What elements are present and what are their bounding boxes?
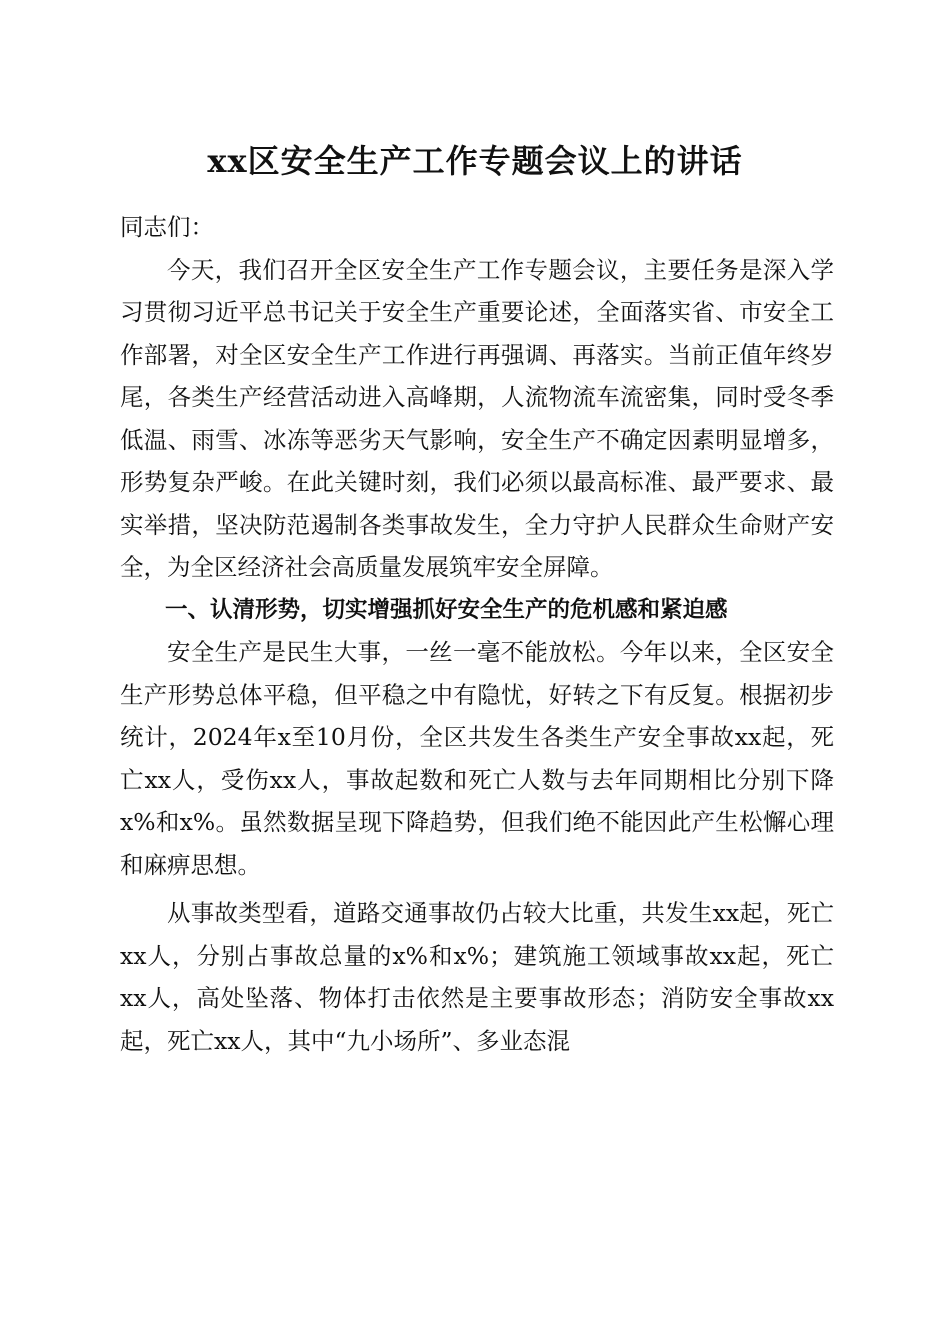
- section-paragraph: 从事故类型看，道路交通事故仍占较大比重，共发生xx起，死亡xx人，分别占事故总量的x%和x%；建筑施工领域事故xx起，死亡xx人，高处坠落、物体打击依然是主要事故形态；消防安全事故xx起，死亡xx人，其中“九小场所”、多业态混: [120, 899, 834, 1055]
- salutation: 同志们：: [120, 213, 214, 241]
- intro-paragraph: 今天，我们召开全区安全生产工作专题会议，主要任务是深入学习贯彻习近平总书记关于安全生产重要论述，全面落实省、市安全工作部署，对全区安全生产工作进行再强调、再落实。当前正值年终岁尾，各类生产经营活动进入高峰期，人流物流车流密集，同时受冬季低温、雨雪、冰冻等恶劣天气影响，安全生产不确定因素明显增多，形势复杂严峻。在此关键时刻，我们必须以最高标准、最严要求、最实举措，坚决防范遏制各类事故发生，全力守护人民群众生命财产安全，为全区经济社会高质量发展筑牢安全屏障。: [120, 255, 834, 581]
- section-heading: 一、认清形势，切实增强抓好安全生产的危机感和紧迫感: [165, 596, 728, 623]
- document-title: xx区安全生产工作专题会议上的讲话: [207, 142, 743, 180]
- document-body: [120, 206, 834, 1062]
- section-paragraph: 安全生产是民生大事，一丝一毫不能放松。今年以来，全区安全生产形势总体平稳，但平稳之中有隐忧，好转之下有反复。根据初步统计，2024年x至10月份，全区共发生各类生产安全事故xx起，死亡xx人，受伤xx人，事故起数和死亡人数与去年同期相比分别下降x%和x%。虽然数据呈现下降趋势，但我们绝不能因此产生松懈心理和麻痹思想。: [120, 638, 834, 879]
